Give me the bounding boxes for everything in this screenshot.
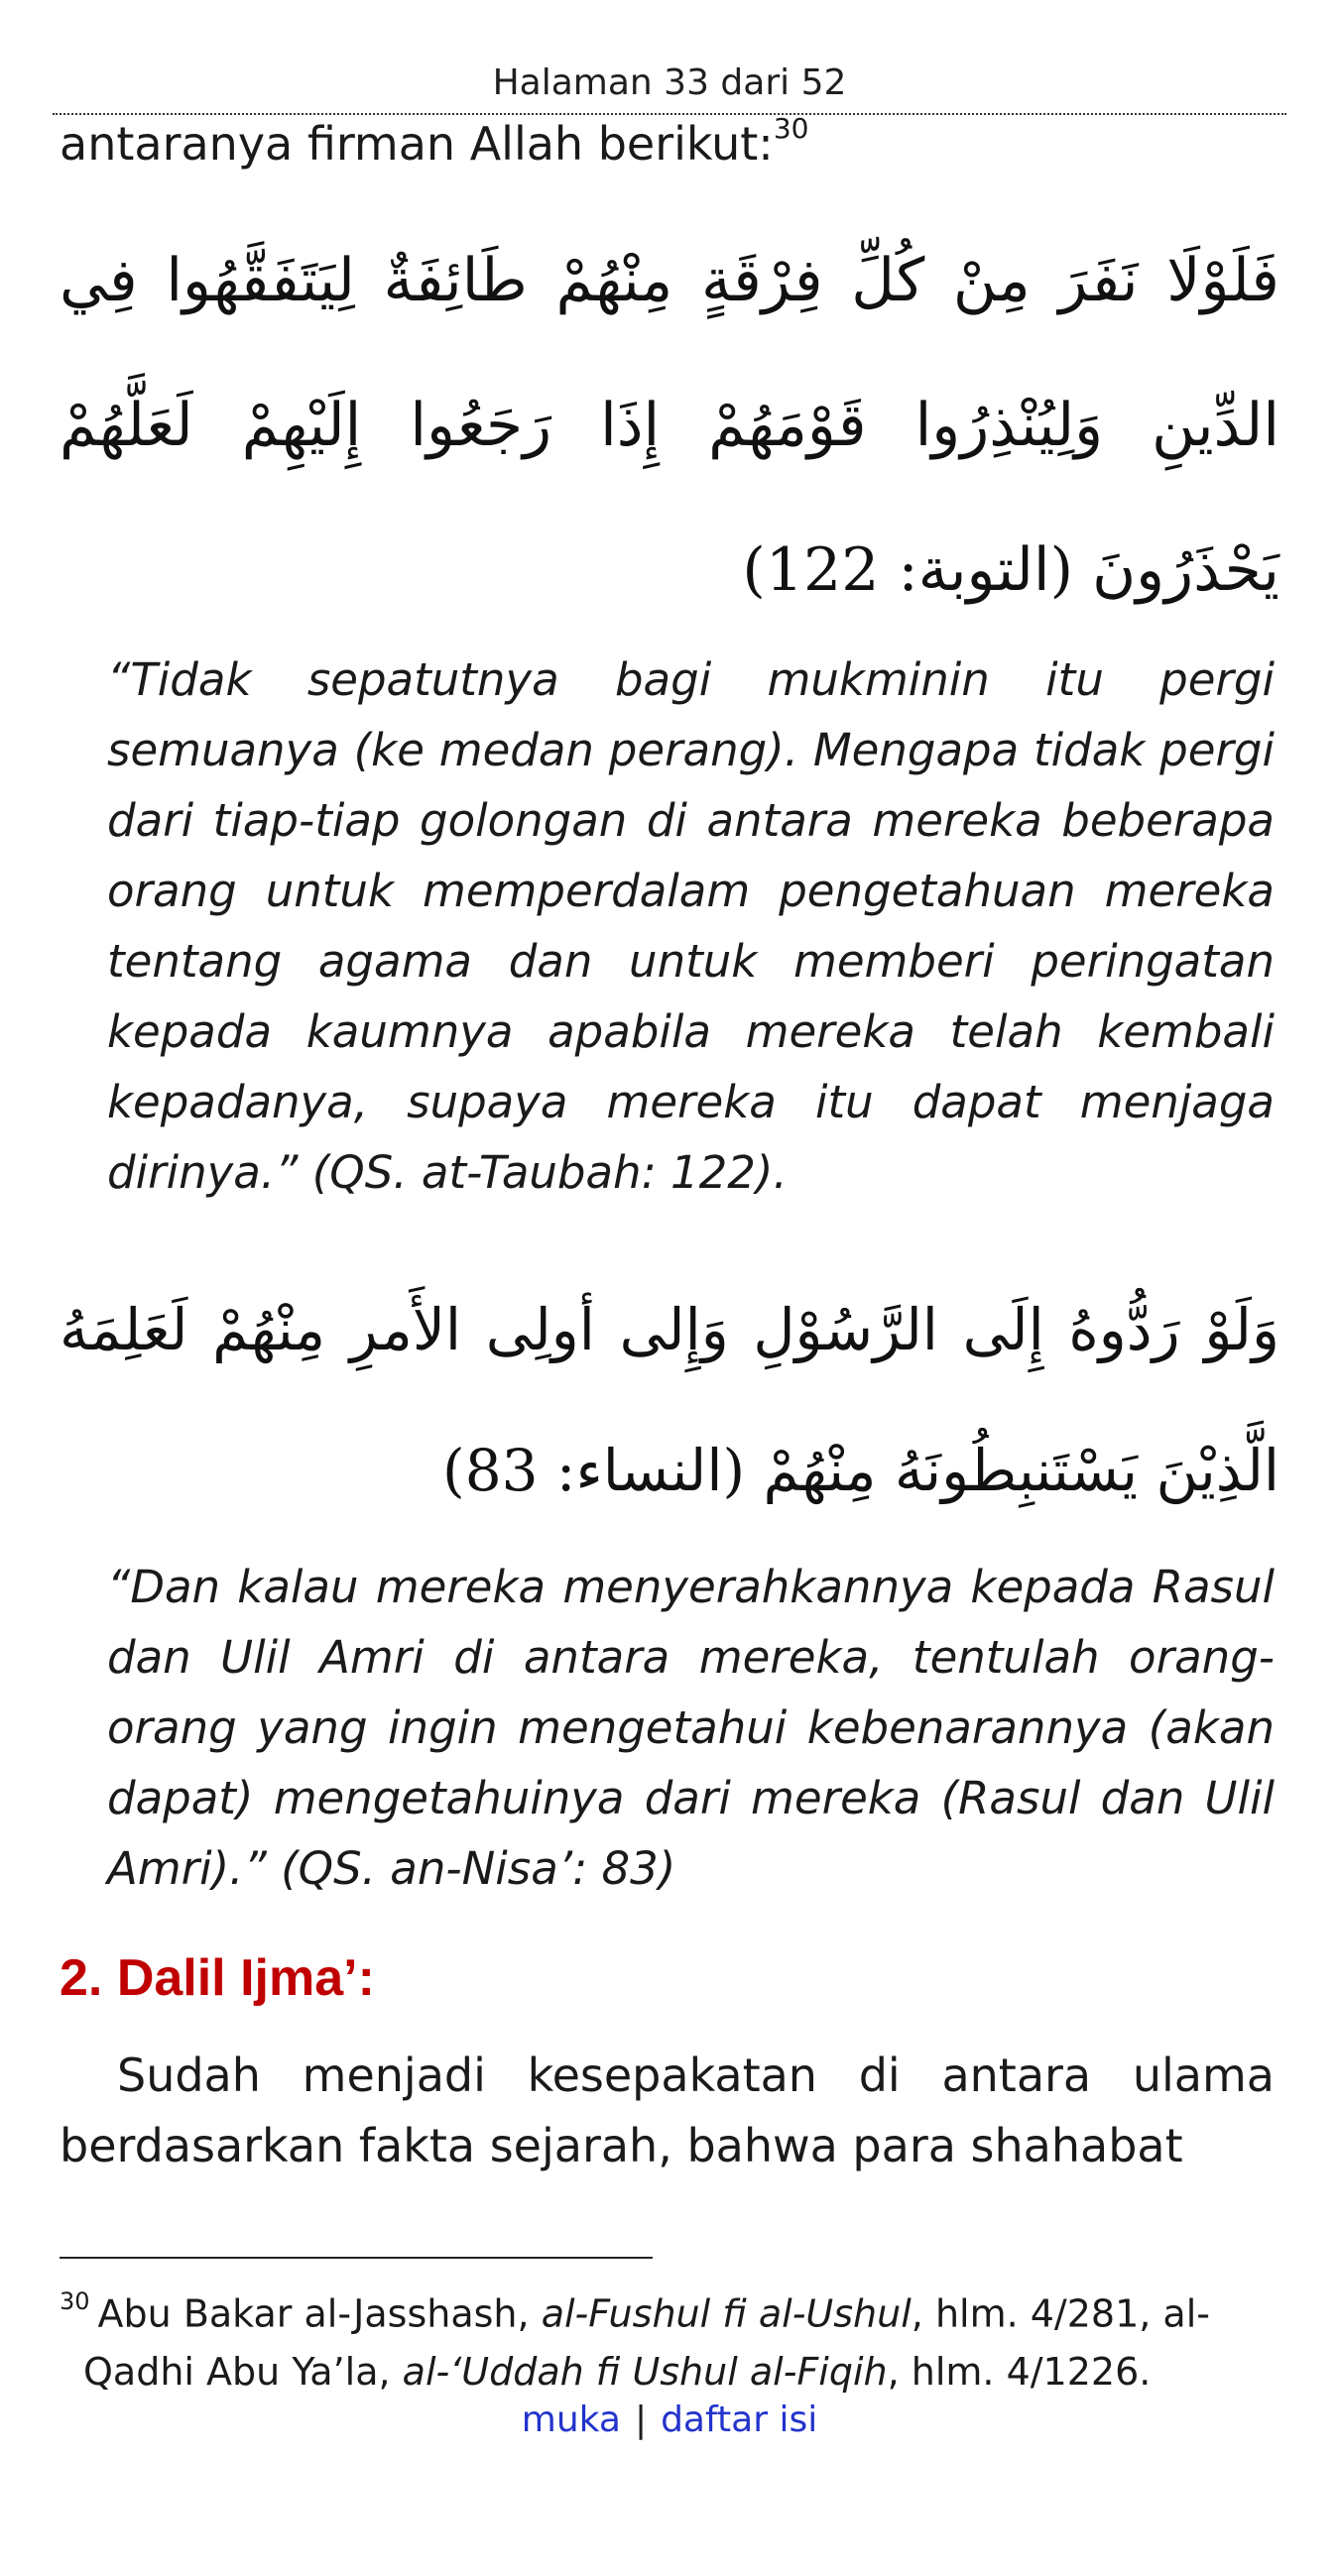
body-paragraph: Sudah menjadi kesepakatan di antara ulama berdasarkan fakta sejarah, bahwa para shahabat	[60, 2049, 1275, 2172]
page-header	[53, 59, 1286, 115]
footnote-divider	[60, 2257, 653, 2259]
page-navigation	[0, 2400, 1339, 2440]
section-heading: 2. Dalil Ijma’:	[60, 1949, 375, 2007]
footnote-text-3: , hlm. 4/1226.	[887, 2349, 1152, 2394]
arabic-verse-taubah: فَلَوْلَا نَفَرَ مِنْ كُلِّ فِرْقَةٍ مِنْهُمْ طَائِفَةٌ لِيَتَفَقَّهُوا فِي الدِّينِ وَلِيُنْذِرُوا قَوْمَهُمْ إِذَا رَجَعُوا إِلَيْهِمْ لَعَلَّهُمْ يَحْذَرُونَ (التوبة: 122)	[60, 246, 1279, 605]
table-of-contents-link[interactable]: daftar isi	[661, 2400, 818, 2440]
nav-separator: |	[634, 2400, 648, 2440]
translation-taubah: “Tidak sepatutnya bagi mukminin itu pergi semuanya (ke medan perang). Mengapa tidak pergi dari tiap-tiap golongan di antara mereka beberapa orang untuk memperdalam pengetahuan mereka tentang agama dan untuk memberi peringatan kepada kaumnya apabila mereka telah kembali kepadanya, supaya mereka itu dapat menjaga dirinya.” (QS. at-Taubah: 122).	[107, 653, 1275, 1199]
arabic-verse-nisa: وَلَوْ رَدُّوهُ إِلَى الرَّسُوْلِ وَإِلى أولِى الأَمرِ مِنْهُمْ لَعَلِمَهُ الَّذِيْنَ يَسْتَنبِطُونَهُ مِنْهُمْ (النساء: 83)	[60, 1296, 1279, 1504]
footnote-title-2: al-‘Uddah fi Ushul al-Fiqih	[402, 2349, 888, 2394]
cover-link[interactable]: muka	[521, 2400, 621, 2440]
intro-text: antaranya firman Allah berikut:	[60, 117, 774, 171]
footnote-text-2: , hlm. 4/281, al-Qadhi Abu Ya’la,	[83, 2291, 1210, 2394]
footnote-title-1: al-Fushul fi al-Ushul	[541, 2291, 912, 2336]
footnote	[60, 2277, 1279, 2400]
footnote-number: 30	[60, 2287, 90, 2315]
footnote-text-1: Abu Bakar al-Jasshash,	[97, 2291, 542, 2336]
translation-nisa: “Dan kalau mereka menyerahkannya kepada Rasul dan Ulil Amri di antara mereka, tentulah orang-orang yang ingin mengetahui kebenarannya (akan dapat) mengetahuinya dari mereka (Rasul dan Ulil Amri).” (QS. an-Nisa’: 83)	[107, 1561, 1275, 1895]
intro-line	[60, 111, 809, 171]
footnote-reference[interactable]: 30	[773, 111, 809, 145]
page-number-label: Halaman 33 dari 52	[492, 62, 847, 103]
